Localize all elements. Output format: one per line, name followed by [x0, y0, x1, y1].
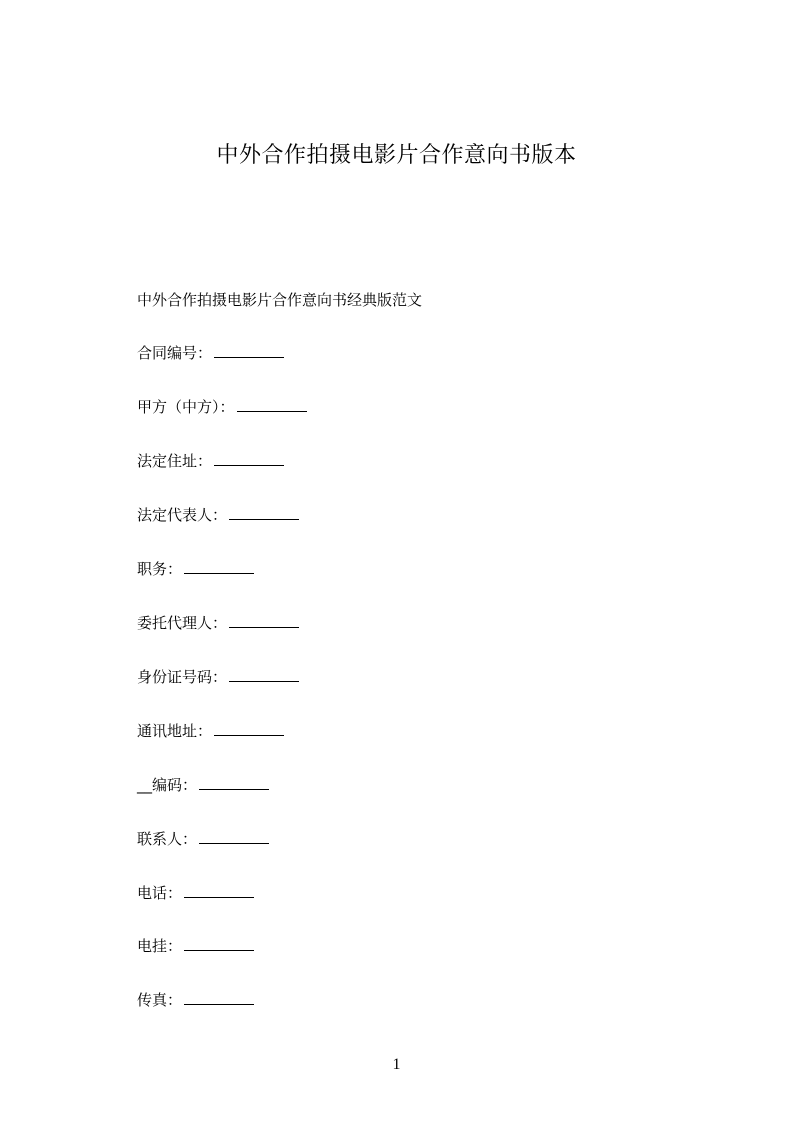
fill-in-blank	[199, 829, 269, 844]
field-authorized-agent	[137, 612, 307, 666]
field-label: 身份证号码：	[137, 668, 228, 686]
fill-in-blank	[229, 505, 299, 520]
field-label: 职务：	[137, 560, 183, 578]
fill-in-blank	[184, 990, 254, 1005]
field-telephone	[137, 882, 307, 936]
fill-in-blank	[199, 775, 269, 790]
field-label: 联系人：	[137, 830, 198, 848]
field-legal-address	[137, 450, 307, 504]
field-label: 法定代表人：	[137, 506, 228, 524]
field-telegraph	[137, 935, 307, 989]
document-subtitle: 中外合作拍摄电影片合作意向书经典版范文	[137, 291, 423, 309]
field-legal-representative	[137, 504, 307, 558]
field-contact-person	[137, 828, 307, 882]
field-label: 法定住址：	[137, 452, 213, 470]
field-label: 传真：	[137, 990, 183, 1009]
document-title: 中外合作拍摄电影片合作意向书版本	[216, 143, 577, 168]
field-label: 委托代理人：	[137, 614, 228, 632]
fill-in-blank	[237, 397, 307, 412]
fill-in-blank	[229, 613, 299, 628]
field-party-a	[137, 396, 307, 450]
field-label: 合同编号：	[137, 344, 213, 362]
field-label: 通讯地址：	[137, 722, 213, 740]
field-id-number	[137, 666, 307, 720]
field-mailing-address	[137, 720, 307, 774]
field-position	[137, 558, 307, 612]
field-label: __编码：	[137, 776, 198, 794]
contract-field-list	[137, 342, 307, 1042]
fill-in-blank	[184, 559, 254, 574]
field-contract-number	[137, 342, 307, 396]
field-label: 甲方（中方）：	[137, 398, 235, 416]
fill-in-blank	[214, 343, 284, 358]
fill-in-blank	[214, 721, 284, 736]
field-postal-code	[137, 774, 307, 828]
fill-in-blank	[214, 451, 284, 466]
fill-in-blank	[184, 936, 254, 951]
fill-in-blank	[229, 667, 299, 682]
page-number: 1	[392, 1056, 401, 1073]
field-label: 电话：	[137, 883, 183, 902]
field-label: 电挂：	[137, 937, 183, 955]
field-fax	[137, 989, 307, 1043]
fill-in-blank	[184, 883, 254, 898]
